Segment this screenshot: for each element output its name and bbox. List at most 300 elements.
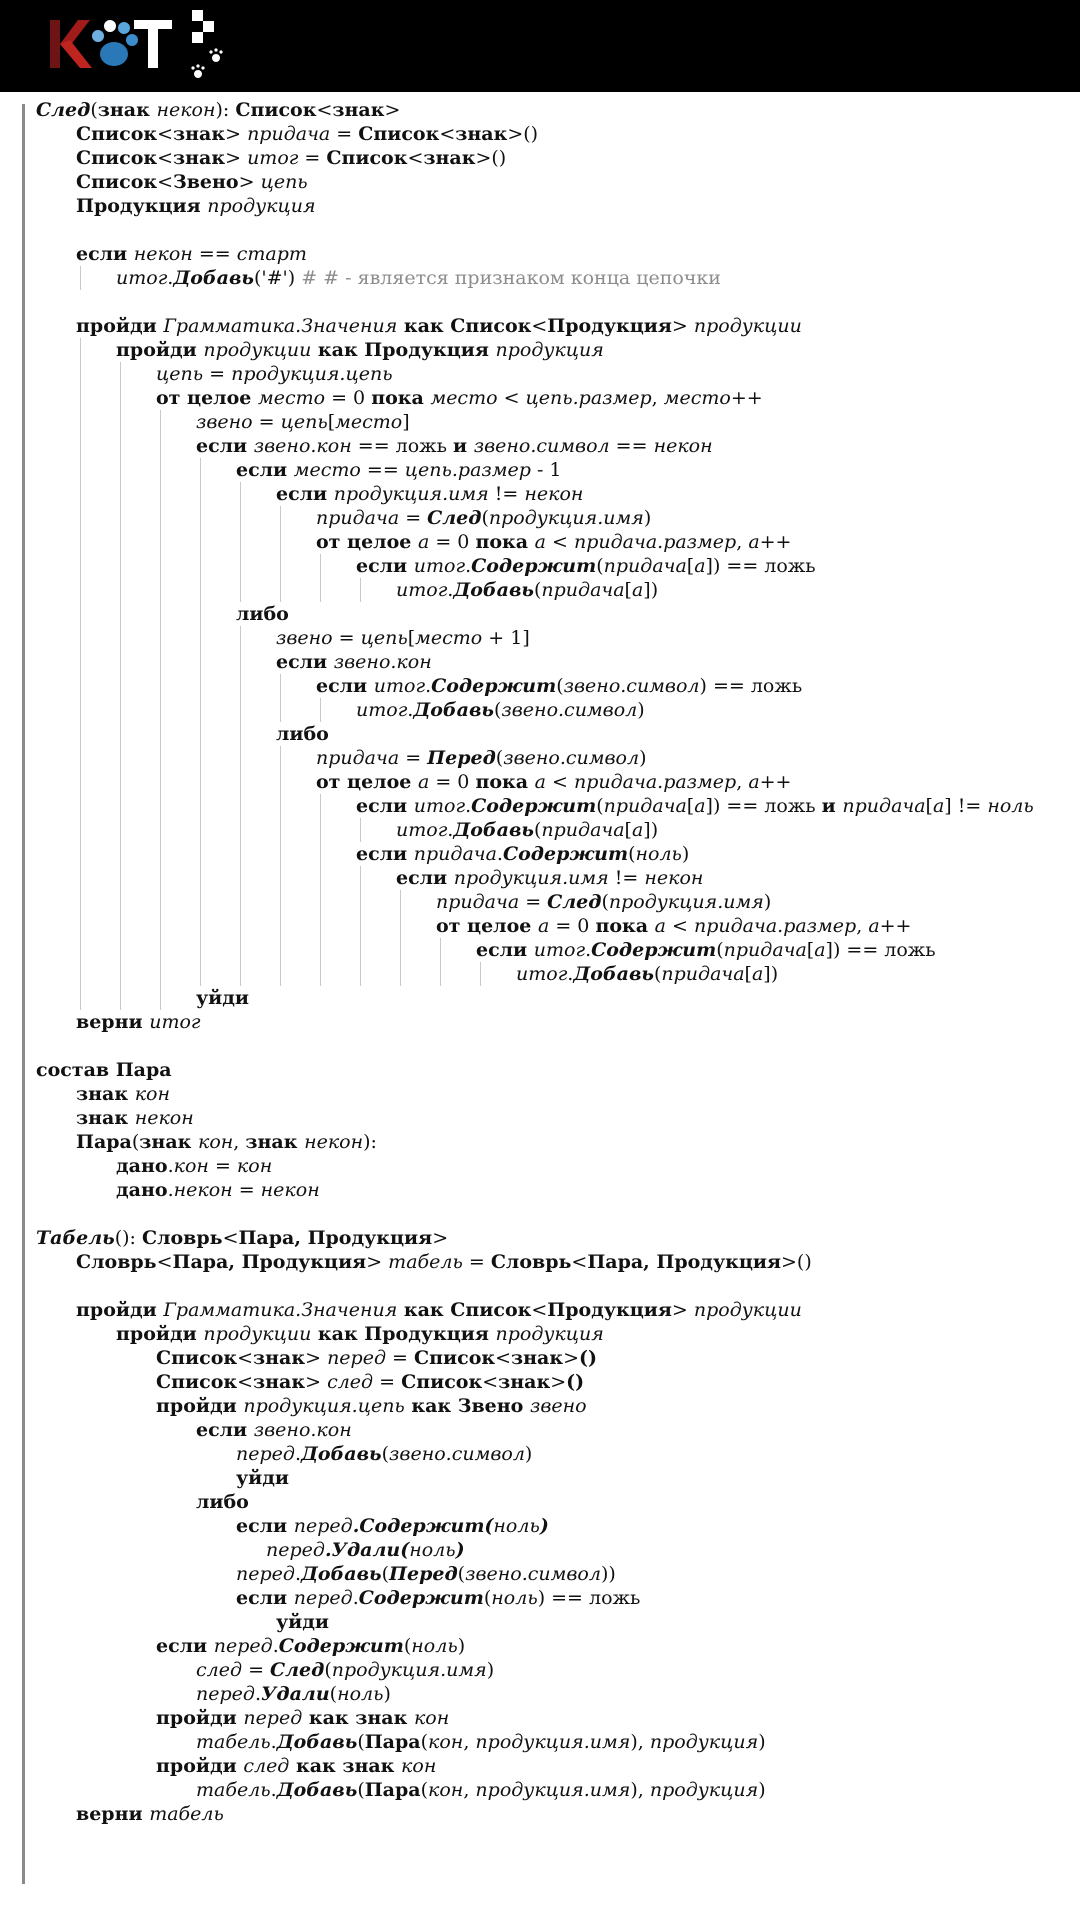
code-token: итог: [247, 147, 299, 169]
indent-guide: [80, 914, 81, 938]
code-token: кон: [236, 1155, 273, 1177]
code-token: знак: [76, 1083, 135, 1105]
indent-guide: [200, 818, 201, 842]
code-token: как Продукция: [311, 339, 496, 361]
code-text: [196, 1778, 766, 1802]
code-token: .: [167, 267, 174, 289]
code-token: (: [357, 1779, 365, 1801]
code-token: >: [671, 1299, 694, 1321]
code-token: =: [386, 1347, 414, 1369]
indent-guide: [320, 698, 321, 722]
code-token: >: [671, 315, 694, 337]
code-text: [356, 842, 689, 866]
indent-guide: [120, 362, 121, 386]
indent-guide: [80, 986, 81, 1010]
indent-guide: [160, 794, 161, 818]
code-token: некон: [653, 435, 713, 457]
code-token: <: [531, 1299, 548, 1321]
code-token: придача: [436, 891, 520, 913]
code-text: [156, 1706, 449, 1730]
code-token: пока: [595, 915, 655, 937]
code-token: >: [563, 1347, 580, 1369]
code-token: уйди: [236, 1467, 290, 1489]
code-token: Список: [401, 1371, 483, 1393]
indent-guide: [280, 890, 281, 914]
code-token: <: [157, 171, 174, 193]
code-text: [76, 1106, 194, 1130]
code-token: пройди: [116, 339, 204, 361]
code-token: продукция: [649, 1731, 759, 1753]
code-line: [36, 1538, 1076, 1562]
code-text: [436, 890, 771, 914]
code-token: перед: [293, 1587, 353, 1609]
code-token: либо: [196, 1491, 249, 1513]
code-token: знак: [76, 1107, 135, 1129]
code-token: если: [236, 1587, 294, 1609]
code-token: [: [806, 939, 815, 961]
code-text: [196, 1658, 494, 1682]
code-token: >: [225, 123, 248, 145]
code-text: [36, 1058, 172, 1082]
code-token: (: [457, 1563, 466, 1585]
code-token: а: [751, 963, 764, 985]
code-token: ):: [215, 99, 236, 121]
indent-guide: [80, 938, 81, 962]
indent-guide: [240, 482, 241, 506]
indent-guide: [280, 794, 281, 818]
code-token: табель: [149, 1803, 224, 1825]
indent-guide: [80, 386, 81, 410]
left-margin-line: [22, 104, 25, 1884]
indent-guide: [280, 506, 281, 530]
indent-guide: [200, 554, 201, 578]
code-token: если: [276, 651, 334, 673]
indent-guide: [160, 962, 161, 986]
indent-guide: [120, 794, 121, 818]
code-token: =: [462, 1251, 491, 1273]
code-token: Добавь: [573, 963, 654, 985]
code-text: [76, 1010, 201, 1034]
code-token: табель: [196, 1779, 271, 1801]
indent-guide: [80, 794, 81, 818]
code-token: звено: [196, 411, 253, 433]
indent-guide: [320, 818, 321, 842]
indent-guide: [120, 386, 121, 410]
code-token: ): [643, 507, 652, 529]
indent-guide: [80, 434, 81, 458]
code-token: <: [439, 123, 456, 145]
indent-guide: [200, 962, 201, 986]
indent-guide: [200, 914, 201, 938]
code-token: След: [270, 1659, 325, 1681]
code-token: как знак: [302, 1707, 414, 1729]
code-token: ]) == ложь: [825, 939, 936, 961]
code-text: [76, 1250, 812, 1274]
code-line: [36, 986, 1076, 1010]
code-token: След: [547, 891, 602, 913]
code-token: Список: [156, 1347, 238, 1369]
code-token: >: [432, 1227, 449, 1249]
code-token: =: [252, 411, 281, 433]
code-token: знак: [455, 123, 508, 145]
code-line: [36, 1706, 1076, 1730]
code-token: а: [814, 939, 826, 961]
code-token: (: [381, 1563, 390, 1585]
indent-guide: [400, 938, 401, 962]
indent-guide: [80, 482, 81, 506]
indent-guide: [120, 986, 121, 1010]
indent-guide: [80, 674, 81, 698]
code-line: [36, 626, 1076, 650]
code-token: ),: [630, 1779, 650, 1801]
code-token: >: [305, 1371, 328, 1393]
code-line: [36, 1802, 1076, 1826]
indent-guide: [240, 506, 241, 530]
code-token: ): [457, 1635, 466, 1657]
code-token: кон: [428, 1779, 464, 1801]
code-token: <: [546, 771, 574, 793]
code-token: некон: [260, 1179, 320, 1201]
code-token: Содержит: [431, 675, 557, 697]
code-token: если: [476, 939, 534, 961]
code-token: Список: [76, 123, 158, 145]
code-line: [36, 338, 1076, 362]
code-line: [36, 314, 1076, 338]
code-token: перед: [236, 1563, 295, 1585]
code-token: знак: [332, 99, 385, 121]
indent-guide: [240, 554, 241, 578]
code-token: перед: [213, 1635, 273, 1657]
code-token: ++: [879, 915, 912, 937]
code-token: продукция.имя: [475, 1731, 631, 1753]
code-text: [276, 722, 329, 746]
code-line: [36, 746, 1076, 770]
indent-guide: [120, 674, 121, 698]
indent-guide: [200, 890, 201, 914]
indent-guide: [200, 650, 201, 674]
code-line: [36, 1178, 1076, 1202]
code-token: звено.символ: [389, 1443, 525, 1465]
code-token: ]): [643, 579, 659, 601]
code-line: [36, 1634, 1076, 1658]
indent-guide: [80, 722, 81, 746]
indent-guide: [160, 506, 161, 530]
indent-guide: [160, 458, 161, 482]
indent-guide: [120, 938, 121, 962]
indent-guide: [120, 818, 121, 842]
code-text: [476, 938, 936, 962]
indent-guide: [200, 794, 201, 818]
code-text: [156, 1346, 597, 1370]
code-token: )): [600, 1563, 616, 1585]
code-line: [36, 434, 1076, 458]
code-line: [36, 1418, 1076, 1442]
code-line: [36, 410, 1076, 434]
code-token: [: [686, 795, 695, 817]
code-token: продукция.цепь: [243, 1395, 405, 1417]
indent-guide: [400, 890, 401, 914]
code-line: [36, 1658, 1076, 1682]
code-token: а: [694, 555, 706, 577]
code-token: Добавь: [453, 579, 534, 601]
indent-guide: [400, 962, 401, 986]
code-token: >: [238, 171, 261, 193]
indent-guide: [120, 578, 121, 602]
code-token: либо: [276, 723, 329, 745]
indent-guide: [240, 746, 241, 770]
code-line: [36, 386, 1076, 410]
code-token: ,: [736, 531, 749, 553]
code-token: продукции: [203, 339, 312, 361]
code-token: ,: [651, 387, 664, 409]
code-line: [36, 842, 1076, 866]
code-token: а: [748, 771, 760, 793]
code-token: ): [524, 1443, 533, 1465]
code-token: .Удали(: [324, 1539, 410, 1561]
code-line: [36, 290, 1076, 314]
code-token: место: [430, 387, 498, 409]
code-token: ): [539, 1515, 549, 1537]
code-line: [36, 170, 1076, 194]
indent-guide: [160, 410, 161, 434]
code-token: ноль: [493, 1515, 540, 1537]
code-token: придача: [247, 123, 331, 145]
indent-guide: [80, 506, 81, 530]
code-token: ]): [643, 819, 659, 841]
code-token: (: [556, 675, 564, 697]
code-token: =: [399, 747, 428, 769]
code-token: придача: [723, 939, 807, 961]
code-text: [156, 386, 763, 410]
code-token: + 1]: [482, 627, 530, 649]
code-token: .: [407, 699, 414, 721]
code-token: =: [332, 627, 361, 649]
code-line: [36, 1058, 1076, 1082]
code-text: [356, 554, 816, 578]
code-token: .: [272, 1635, 279, 1657]
code-token: <: [407, 147, 424, 169]
code-text: [76, 1130, 377, 1154]
code-token: .: [447, 819, 454, 841]
code-token: Содержит: [278, 1635, 404, 1657]
code-line: [36, 1010, 1076, 1034]
indent-guide: [240, 818, 241, 842]
code-text: [196, 1490, 249, 1514]
indent-guide: [360, 914, 361, 938]
code-token: Перед: [427, 747, 496, 769]
code-token: некон: [134, 1107, 194, 1129]
code-token: звено.символ: [465, 1563, 601, 1585]
code-token: перед: [243, 1707, 303, 1729]
code-token: (): [566, 1371, 585, 1393]
indent-guide: [240, 650, 241, 674]
code-line: [36, 794, 1076, 818]
code-token: =: [232, 1179, 261, 1201]
code-token: перед: [236, 1443, 295, 1465]
code-token: (: [533, 819, 542, 841]
code-line: [36, 1730, 1076, 1754]
code-token: итог: [396, 819, 448, 841]
code-line: [36, 1490, 1076, 1514]
code-line: [36, 1106, 1076, 1130]
indent-guide: [360, 890, 361, 914]
code-token: <: [571, 1251, 588, 1273]
code-token: Пара: [76, 1131, 132, 1153]
code-token: Продукция: [547, 1299, 672, 1321]
indent-guide: [240, 866, 241, 890]
indent-guide: [200, 578, 201, 602]
indent-guide: [120, 626, 121, 650]
code-token: продукция.цепь: [231, 363, 393, 385]
code-line: [36, 722, 1076, 746]
code-line: [36, 1034, 1076, 1058]
code-token: Содержит: [591, 939, 717, 961]
code-token: =: [519, 891, 548, 913]
code-token: пока: [475, 771, 535, 793]
code-line: [36, 458, 1076, 482]
code-token: и: [821, 795, 843, 817]
code-text: [196, 434, 713, 458]
code-token: ноль: [987, 795, 1034, 817]
code-token: цепь: [280, 411, 328, 433]
code-token: (: [495, 747, 504, 769]
checkered-flag-icon: [191, 10, 222, 78]
indent-guide: [240, 530, 241, 554]
code-token: [: [686, 555, 695, 577]
indent-guide: [160, 602, 161, 626]
code-token: = 0: [549, 915, 596, 937]
code-token: Список: [414, 1347, 496, 1369]
indent-guide: [240, 698, 241, 722]
code-text: [116, 1154, 272, 1178]
indent-guide: [160, 890, 161, 914]
code-token: а: [694, 795, 706, 817]
code-line: [36, 554, 1076, 578]
code-token: кон: [428, 1731, 464, 1753]
code-token: (: [596, 795, 604, 817]
code-token: Пара: [364, 1779, 421, 1801]
code-line: [36, 962, 1076, 986]
code-token: придача: [661, 963, 745, 985]
indent-guide: [120, 842, 121, 866]
indent-guide: [80, 362, 81, 386]
indent-guide: [160, 770, 161, 794]
code-token: >: [384, 99, 401, 121]
code-text: [196, 986, 249, 1010]
indent-guide: [200, 866, 201, 890]
indent-guide: [160, 746, 161, 770]
code-token: ,: [736, 771, 749, 793]
indent-guide: [280, 842, 281, 866]
code-text: [316, 770, 791, 794]
indent-guide: [480, 962, 481, 986]
indent-guide: [160, 650, 161, 674]
code-token: !=: [608, 867, 645, 889]
code-token: продукции: [693, 1299, 802, 1321]
code-text: [76, 1082, 170, 1106]
logo-letter-k: [50, 20, 92, 68]
code-token: состав Пара: [36, 1059, 172, 1081]
code-line: [36, 1778, 1076, 1802]
indent-guide: [160, 554, 161, 578]
code-token: пройди: [156, 1707, 244, 1729]
code-token: продукция.имя: [331, 1659, 487, 1681]
code-text: [396, 866, 703, 890]
indent-guide: [120, 770, 121, 794]
indent-guide: [160, 722, 161, 746]
code-token: звено.символ: [563, 675, 700, 697]
code-text: [396, 578, 658, 602]
indent-guide: [80, 602, 81, 626]
code-token: == ложь: [351, 435, 454, 457]
code-text: [236, 1514, 549, 1538]
code-token: если: [316, 675, 374, 697]
code-token: (: [601, 891, 609, 913]
code-line: [36, 530, 1076, 554]
indent-guide: [80, 962, 81, 986]
indent-guide: [200, 746, 201, 770]
code-token: след: [327, 1371, 374, 1393]
code-token: старт: [236, 243, 307, 265]
indent-guide: [280, 578, 281, 602]
code-token: =: [298, 147, 327, 169]
indent-guide: [80, 842, 81, 866]
code-token: звено.символ: [503, 747, 640, 769]
code-token: Пара, Продукция: [172, 1251, 367, 1273]
code-token: табель: [388, 1251, 463, 1273]
code-token: Добавь: [173, 267, 254, 289]
indent-guide: [320, 578, 321, 602]
code-token: придача.размер: [574, 771, 737, 793]
code-token: ): [455, 1539, 465, 1561]
code-token: .: [294, 1443, 301, 1465]
code-token: >(): [507, 123, 539, 145]
code-line: [36, 866, 1076, 890]
indent-guide: [80, 746, 81, 770]
code-token: .: [254, 1683, 261, 1705]
code-token: .: [496, 843, 503, 865]
indent-guide: [120, 866, 121, 890]
code-token: Табель: [36, 1227, 115, 1249]
code-token: пройди: [156, 1395, 244, 1417]
code-token: Пара, Продукция: [238, 1227, 433, 1249]
code-token: кон: [413, 1707, 450, 1729]
code-text: [76, 1298, 802, 1322]
code-token: # # - является признаком конца цепочки: [301, 267, 721, 289]
indent-guide: [280, 698, 281, 722]
indent-guide: [120, 434, 121, 458]
code-token: пройди: [76, 315, 164, 337]
indent-guide: [320, 890, 321, 914]
kot-logo: [48, 10, 238, 86]
code-token: если: [276, 483, 334, 505]
code-text: [356, 794, 1034, 818]
code-token: итог: [396, 579, 448, 601]
indent-guide: [120, 530, 121, 554]
code-token: некон: [524, 483, 584, 505]
indent-guide: [200, 842, 201, 866]
code-token: а: [748, 531, 760, 553]
code-token: ) == ложь: [537, 1587, 641, 1609]
code-token: .: [294, 1563, 301, 1585]
code-token: (: [90, 99, 98, 121]
code-token: Список: [235, 99, 317, 121]
code-token: Словрь: [490, 1251, 572, 1273]
indent-guide: [280, 938, 281, 962]
code-token: ноль: [491, 1587, 538, 1609]
indent-guide: [240, 578, 241, 602]
code-text: [356, 698, 645, 722]
